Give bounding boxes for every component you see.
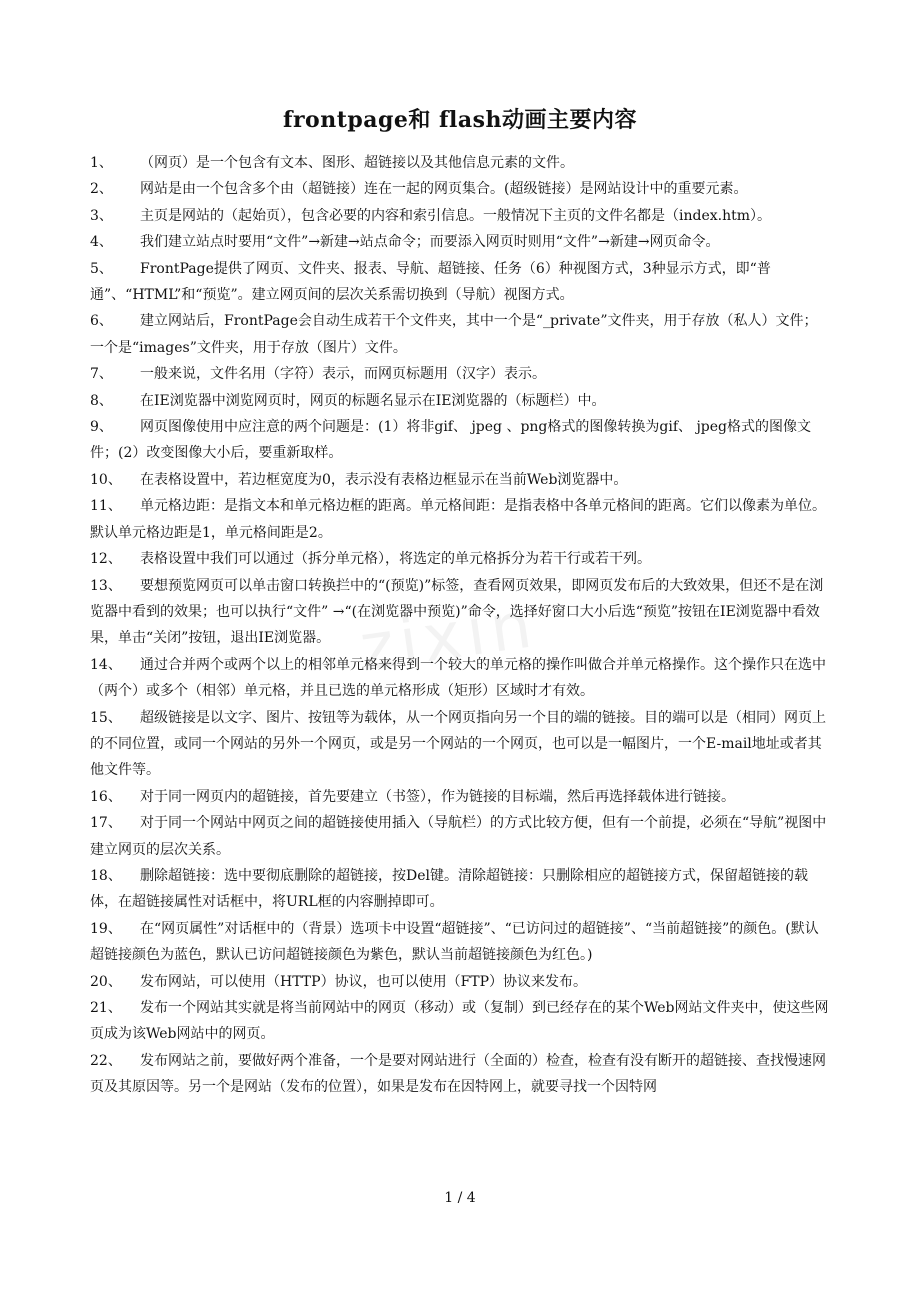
list-item [90, 995, 830, 1048]
list-item [90, 969, 830, 995]
item-number: 15、 [90, 709, 122, 726]
list-item [90, 361, 830, 387]
item-number: 6、 [90, 313, 113, 330]
list-item [90, 203, 830, 229]
list-item [90, 573, 830, 652]
item-number: 21、 [90, 1000, 122, 1016]
item-text: 表格设置中我们可以通过（拆分单元格），将选定的单元格拆分为若干行或若干列。 [140, 551, 651, 568]
item-text: 要想预览网页可以单击窗口转换拦中的“(预览)”标签，查看网页效果，即网页发布后的大致效果，但还不是在浏览器中看到的效果；也可以执行“文件” →“(在浏览器中预览)”命令，选择好窗口大小后选“预览”按钮在IE浏览器中看效果，单击“关闭”按钮，退出IE浏览器。 [90, 577, 824, 647]
item-text: 发布网站之前，要做好两个准备，一个是要对网站进行（全面的）检查，检查有没有断开的超链接、查找慢速网页及其原因等。另一个是网站（发布的位置），如果是发布在因特网上，就要寻找一个因特网 [90, 1052, 826, 1096]
content-list [90, 150, 830, 1101]
item-text: 通过合并两个或两个以上的相邻单元格来得到一个较大的单元格的操作叫做合并单元格操作。这个操作只在选中（两个）或多个（相邻）单元格，并且已选的单元格形成（矩形）区域时才有效。 [90, 656, 826, 700]
page-number: 1 / 4 [444, 1190, 476, 1206]
item-number: 12、 [90, 551, 122, 568]
list-item [90, 150, 830, 176]
list-item [90, 176, 830, 202]
list-item [90, 388, 830, 414]
item-number: 9、 [90, 419, 113, 436]
item-text: FrontPage提供了网页、文件夹、报表、导航、超链接、任务（6）种视图方式，3种显示方式，即“普通”、“HTML”和“预览”。建立网页间的层次关系需切换到（导航）视图方式。 [90, 260, 771, 304]
list-item [90, 916, 830, 969]
item-text: 单元格边距：是指文本和单元格边框的距离。单元格间距：是指表格中各单元格间的距离。它们以像素为单位。默认单元格边距是1，单元格间距是2。 [90, 498, 826, 541]
watermark: zixin [355, 588, 542, 686]
list-item [90, 652, 830, 705]
item-text: 发布一个网站其实就是将当前网站中的网页（移动）或（复制）到已经存在的某个Web网站文件夹中，使这些网页成为该Web网站中的网页。 [90, 1000, 829, 1043]
item-number: 14、 [90, 656, 122, 673]
item-text: 删除超链接：选中要彻底删除的超链接，按Del键。清除超链接：只删除相应的超链接方式，保留超链接的载体，在超链接属性对话框中，将URL框的内容删掉即可。 [90, 867, 808, 911]
item-number: 1、 [90, 155, 113, 171]
item-number: 4、 [90, 234, 113, 251]
list-item [90, 546, 830, 572]
list-item [90, 414, 830, 467]
list-item [90, 256, 830, 309]
item-number: 16、 [90, 788, 122, 805]
list-item [90, 308, 830, 361]
item-number: 17、 [90, 815, 122, 832]
list-item [90, 784, 830, 810]
item-text: （网页）是一个包含有文本、图形、超链接以及其他信息元素的文件。 [140, 155, 574, 171]
page-title: frontpage和 flash动画主要内容 [282, 107, 638, 133]
item-text: 在表格设置中，若边框宽度为0，表示没有表格边框显示在当前Web浏览器中。 [140, 471, 628, 488]
item-number: 13、 [90, 577, 122, 594]
item-text: 主页是网站的（起始页），包含必要的内容和索引信息。一般情况下主页的文件名都是（index.htm）。 [140, 207, 772, 224]
item-number: 7、 [90, 366, 113, 383]
item-text: 对于同一网页内的超链接，首先要建立（书签），作为链接的目标端，然后再选择载体进行链接。 [140, 788, 735, 805]
item-text: 建立网站后，FrontPage会自动生成若干个文件夹，其中一个是“_private”文件夹，用于存放（私人）文件；一个是“images”文件夹，用于存放（图片）文件。 [90, 313, 818, 356]
item-number: 19、 [90, 920, 122, 937]
item-text: 网页图像使用中应注意的两个问题是：(1）将非gif、 jpeg 、png格式的图像转换为gif、 jpeg格式的图像文件；(2）改变图像大小后，要重新取样。 [90, 419, 811, 462]
item-text: 发布网站，可以使用（HTTP）协议，也可以使用（FTP）协议来发布。 [140, 973, 588, 990]
item-text: 网站是由一个包含多个由（超链接）连在一起的网页集合。(超级链接）是网站设计中的重要元素。 [140, 181, 748, 198]
item-number: 5、 [90, 260, 113, 277]
list-item [90, 810, 830, 863]
item-text: 在IE浏览器中浏览网页时，网页的标题名显示在IE浏览器的（标题栏）中。 [140, 392, 606, 409]
list-item [90, 467, 830, 493]
item-text: 超级链接是以文字、图片、按钮等为载体，从一个网页指向另一个目的端的链接。目的端可以是（相同）网页上的不同位置，或同一个网站的另外一个网页，或是另一个网站的一个网页，也可以是一幅图片，一个E-mail地址或者其他文件等。 [90, 709, 826, 779]
item-number: 18、 [90, 867, 122, 884]
list-item [90, 705, 830, 784]
item-number: 10、 [90, 471, 122, 488]
item-number: 8、 [90, 392, 113, 409]
item-number: 11、 [90, 498, 122, 515]
item-text: 一般来说，文件名用（字符）表示，而网页标题用（汉字）表示。 [140, 366, 546, 383]
item-text: 我们建立站点时要用“文件”→新建→站点命令；而要添入网页时则用“文件”→新建→网页命令。 [140, 234, 720, 251]
item-number: 20、 [90, 973, 122, 990]
list-item [90, 863, 830, 916]
item-number: 22、 [90, 1052, 122, 1069]
list-item [90, 493, 830, 546]
item-number: 2、 [90, 181, 113, 198]
item-number: 3、 [90, 207, 113, 224]
item-text: 在“网页属性”对话框中的（背景）选项卡中设置“超链接”、“已访问过的超链接”、“当前超链接”的颜色。(默认超链接颜色为蓝色，默认已访问超链接颜色为紫色，默认当前超链接颜色为红色。) [90, 920, 819, 964]
list-item [90, 1048, 830, 1101]
list-item [90, 229, 830, 255]
item-text: 对于同一个网站中网页之间的超链接使用插入（导航栏）的方式比较方便，但有一个前提，必须在“导航”视图中建立网页的层次关系。 [90, 815, 827, 858]
